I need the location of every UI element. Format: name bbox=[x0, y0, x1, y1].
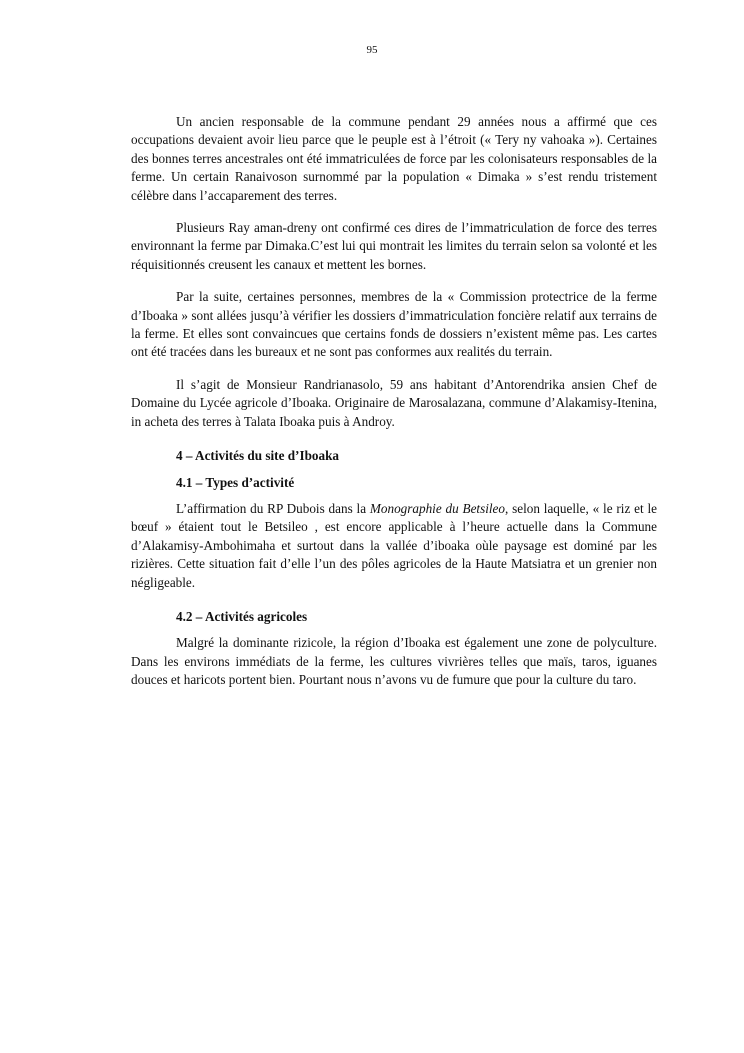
document-body bbox=[131, 113, 657, 704]
paragraph-dubois-end: , selon laquelle, « le riz et le bœuf » étaient tout le Betsileo , est encore applicable à l’heure actuelle dans la Commune d’Alakamisy-Ambohimaha et surtout dans la vallée d’iboaka oùle paysage est dominé par les rizières. Cette situation fait d’elle l’un des pôles agricoles de la Haute Matsiatra et un grenier non négligeable. bbox=[131, 500, 657, 590]
paragraph-commission: Par la suite, certaines personnes, membres de la « Commission protectrice de la ferme d’Iboaka » sont allées jusqu’à vérifier les dossiers d’immatriculation foncière relatif aux terrains de la ferme. Et elles sont convaincues que certains fonds de dossiers n’existent même pas. Les cartes ont été tracées dans les bureaux et ne sont pas conformes aux realités du terrain. bbox=[131, 289, 657, 360]
paragraph-polyculture: Malgré la dominante rizicole, la région d’Iboaka est également une zone de polyculture. Dans les environs immédiats de la ferme, les cultures vivrières telles que maïs, taros, iguanes douces et haricots portent bien. Pourtant nous n’avons vu de fumure que pour la culture du taro. bbox=[131, 635, 657, 688]
paragraph-commune-testimony: Un ancien responsable de la commune pendant 29 années nous a affirmé que ces occupations devaient avoir lieu parce que le peuple est à l’étroit (« Tery ny vahoaka »). Certaines des bonnes terres ancestrales ont été immatriculées de force par les colonisateurs responsables de la ferme. Un certain Ranaivoson surnommé par la population « Dimaka » s’est rendu tristement célèbre dans l’accaparement des terres. bbox=[131, 114, 657, 203]
paragraph-dubois-start: L’affirmation du RP Dubois dans la bbox=[176, 500, 370, 516]
paragraph-ray-aman-dreny: Plusieurs Ray aman-dreny ont confirmé ces dires de l’immatriculation de force des terres environnant la ferme par Dimaka.C’est lui qui montrait les limites du terrain selon sa volonté et les réquisitionnés creusent les canaux et mettent les bornes. bbox=[131, 220, 657, 272]
book-title: Monographie du Betsileo bbox=[369, 500, 505, 516]
section-heading-4: 4 – Activités du site d’Iboaka bbox=[176, 448, 340, 464]
page-number: 95 bbox=[366, 44, 378, 56]
paragraph-randrianasolo: Il s’agit de Monsieur Randrianasolo, 59 ans habitant d’Antorendrika ansien Chef de Domaine du Lycée agricole d’Iboaka. Originaire de Marosalazana, commune d’Alakamisy-Itenina, in acheta des terres à Talata Iboaka puis à Androy. bbox=[131, 376, 657, 429]
paragraph-dubois bbox=[131, 500, 657, 592]
section-heading-4-1: 4.1 – Types d’activité bbox=[176, 474, 295, 490]
section-heading-4-2: 4.2 – Activités agricoles bbox=[176, 608, 308, 624]
